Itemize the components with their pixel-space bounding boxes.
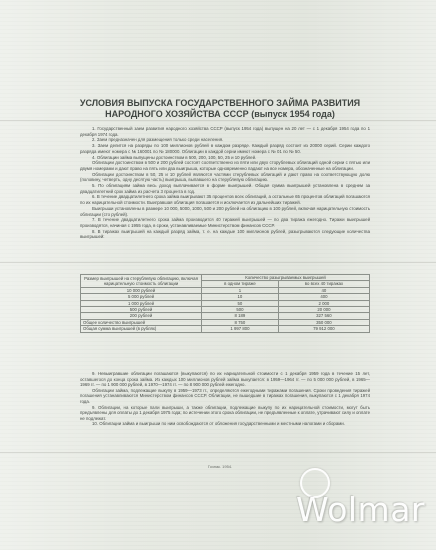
count-all-draws: 20 000 [278, 307, 369, 313]
prize-table [80, 274, 370, 333]
header-group: Количество разыгрываемых выигрышей [202, 275, 370, 281]
count-one-draw: 500 [202, 307, 279, 313]
count-one-draw: 8 189 [202, 313, 279, 319]
paragraph: 9. Облигации, на которые пали выигрыши, а также облигации, подлежащие выкупу по их нарицательной стоимости, могут быть предъявлены для оплаты до 1 декабря 1975 года; по истечении этого срока облигации, не предъявленные к оплате, утрачивают силу и оплате не подлежат. [80, 404, 370, 421]
paragraph: 7. В течение двадцатилетнего срока займа производится 40 тиражей выигрышей — по два тиража ежегодно. Тиражи выигрышей производятся, начиная с 1955 года, в сроки, устанавливаемые Министерством финансов СССР. [80, 217, 370, 228]
fold-line [0, 120, 436, 121]
paragraph: 5. По облигациям займа весь доход выплачивается в форме выигрышей. Общая сумма выигрышей установлена в среднем за двадцатилетний срок займа из расчета 3 процента в год. [80, 183, 370, 194]
header-prize-size: Размер выигрышей на стерублевую облигацию, включая нарицательную стоимость облигации [81, 275, 202, 288]
count-all-draws: 40 [278, 287, 369, 293]
count-one-draw: 1 [202, 287, 279, 293]
fold-line [0, 452, 436, 453]
prize-size: 500 рублей [81, 307, 202, 313]
title-line-2-main: НАРОДНОГО ХОЗЯЙСТВА СССР [105, 109, 249, 119]
paragraph: 9. Невыигравшие облигации погашаются (выкупаются) по их нарицательной стоимости с 1 декабря 1959 года в течение 15 лет, оставшегося до конца срока займа. Из каждых 100 миллионов рублей займа выкупается: в 1959—1964 гг. — по 5 000 000 рублей, в 1965—1969 гг. — по 1 900 000 рублей, в 1970—1974 гг. — по 8 900 000 рублей ежегодно. [80, 371, 370, 388]
title-line-1: УСЛОВИЯ ВЫПУСКА ГОСУДАРСТВЕННОГО ЗАЙМА РАЗВИТИЯ [79, 98, 361, 108]
paragraph: 10. Облигации займа и выигрыши по ним освобождаются от обложения государственными и местными налогами и сборами. [92, 421, 345, 427]
paragraph: 2. Заем предназначен для размещения только среди населения. [92, 137, 224, 143]
conditions-text-bottom [80, 371, 370, 427]
paragraph: 1. Государственный заем развития народного хозяйства СССР (выпуск 1954 года) выпущен на 20 лет — с 1 декабря 1954 года по 1 декабря 1974 года. [80, 126, 370, 137]
paragraph: 3. Заем делится на разряды по 100 миллионов рублей в каждом разряде. Каждый разряд состоит из 20000 серий. Серии каждого разряда имеют номера с № 160001 по № 180000. Облигации в каждой серии имеют номера с № 01 по № 50. [80, 143, 370, 154]
printer-mark: Гознак. 1954. [207, 464, 233, 469]
table-total-sum-row [81, 326, 370, 332]
total-count-label: Общее количество выигрышей [81, 319, 202, 325]
header-one-draw: в одном тираже [202, 281, 279, 287]
paragraph: Облигации достоинством в 50, 25 и 10 рублей являются частями стерублевых облигаций и дают право на соответствующую долю (половину, четверть, одну десятую часть) выигрыша, выпавшего на стерублевую облигацию. [80, 171, 370, 183]
total-sum-one: 1 997 800 [202, 326, 279, 332]
count-one-draw: 10 [202, 294, 279, 300]
prize-size: 5 000 рублей [81, 294, 202, 300]
prize-size: 1 000 рублей [81, 300, 202, 306]
prize-size: 200 рублей [81, 313, 202, 319]
paragraph: Облигации займа, подлежащие выкупу в 1959—1973 гг., определяются ежегодными тиражами погашения. Сроки проведения тиражей погашения устанавливаются Министерством финансов СССР. Облигации, не вышедшие в тиражах погашения, выкупаются с 1 декабря 1974 года. [80, 387, 370, 404]
document-title [70, 98, 370, 120]
total-count-all: 350 000 [278, 319, 369, 325]
fold-line [0, 262, 436, 263]
paragraph: 4. Облигации займа выпущены достоинством в 500, 200, 100, 50, 25 и 10 рублей. [92, 154, 257, 160]
conditions-text-top [80, 126, 370, 240]
watermark: Wolmar [296, 490, 425, 529]
title-line-2 [70, 109, 370, 120]
total-count-one: 8 750 [202, 319, 279, 325]
title-line-2-suffix: (выпуск 1954 года) [251, 109, 335, 119]
count-one-draw: 50 [202, 300, 279, 306]
paragraph: 8. В тиражах выигрышей на каждый разряд займа, т. е. на каждые 100 миллионов рублей, разыгрываются следующие количества выигрышей: [80, 228, 370, 240]
header-all-draws: во всех 40 тиражах [278, 281, 369, 287]
total-sum-all: 79 912 000 [278, 326, 369, 332]
count-all-draws: 327 560 [278, 313, 369, 319]
count-all-draws: 2 000 [278, 300, 369, 306]
paragraph: Выигрыши установлены в размере 10 000, 5000, 1000, 500 и 200 рублей на облигацию в 100 рублей, включая нарицательную стоимость облигации (сто рублей). [80, 205, 370, 217]
total-sum-label: Общая сумма выигрышей (в рублях) [81, 326, 202, 332]
paragraph: Облигации достоинством в 500 и 200 рублей состоят соответственно из пяти или двух сторублевых облигаций одной серии с пятью или двумя номерами и дают право на пять или два выигрыша, которые одновременно падают на все номера, обозначенные на облигации. [80, 160, 370, 171]
paragraph: 6. В течение двадцатилетнего срока займа выигрывают 35 процентов всех облигаций, а остальные 65 процентов облигаций погашаются по их нарицательной стоимости. Выигравшая облигация погашается и исключается из дальнейших тиражей. [80, 194, 370, 206]
prize-size: 10 000 рублей [81, 287, 202, 293]
count-all-draws: 400 [278, 294, 369, 300]
